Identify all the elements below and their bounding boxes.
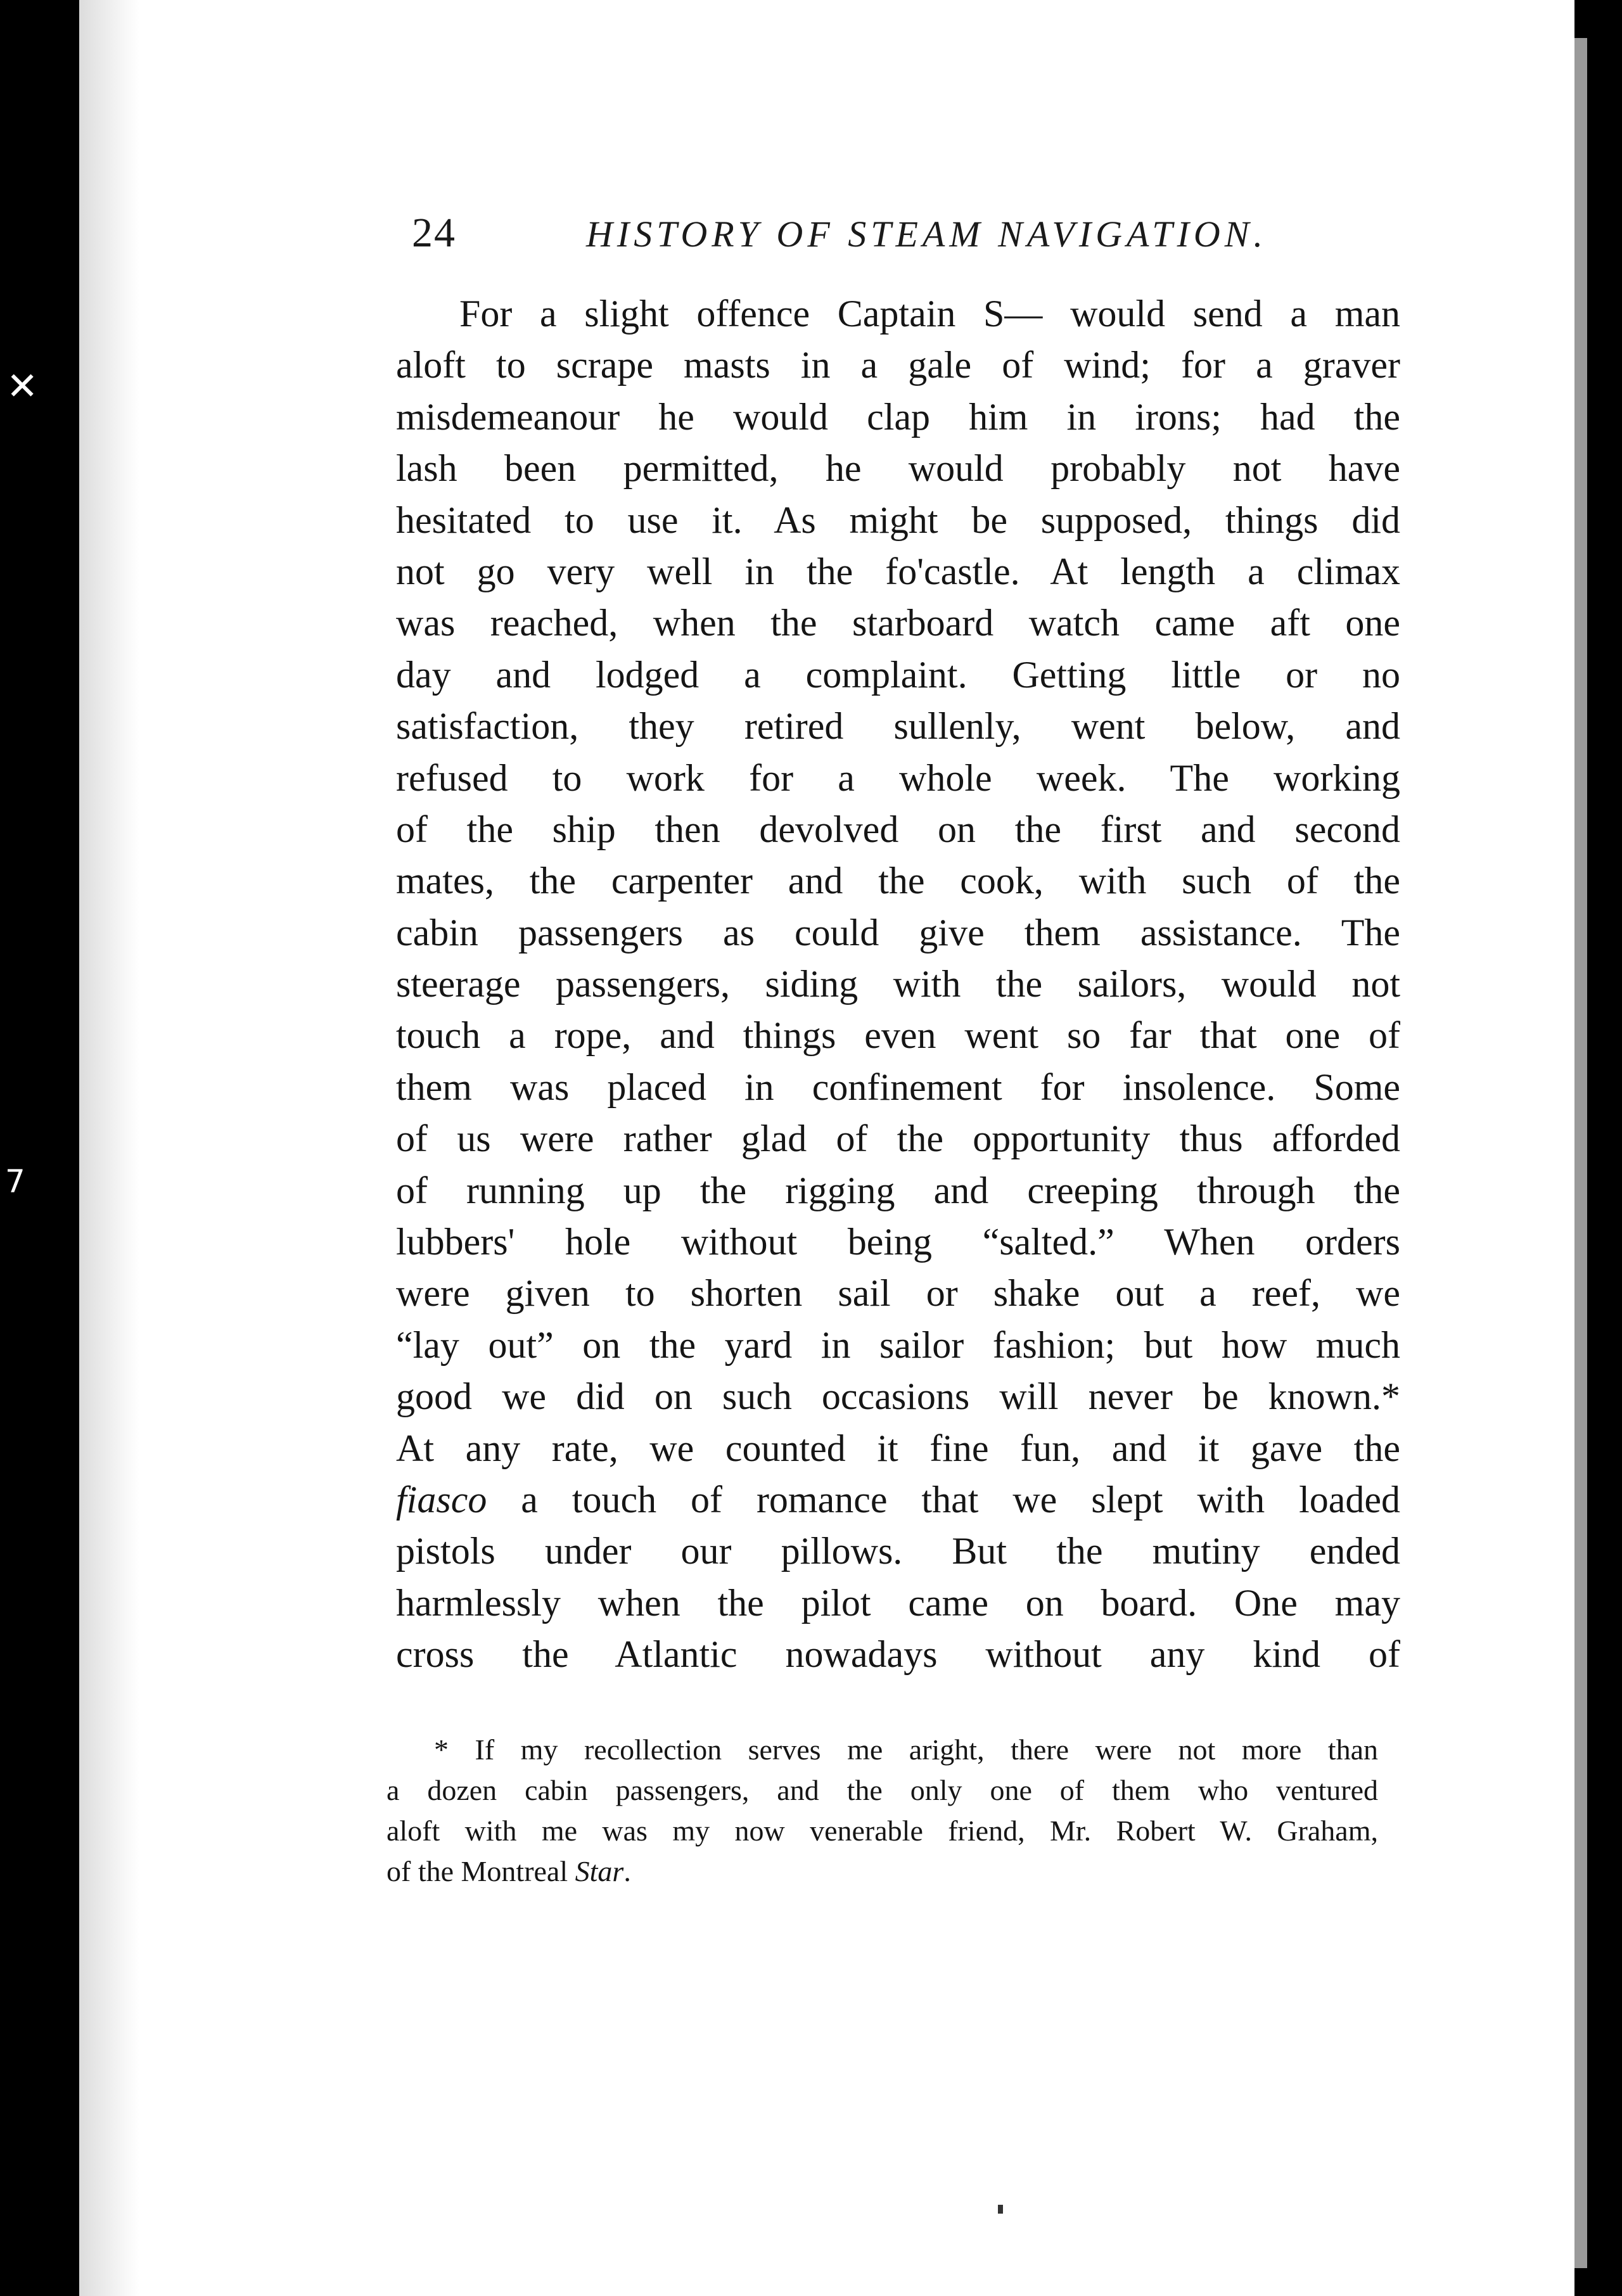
body-paragraph	[396, 288, 1400, 1681]
body-line: of us were rather glad of the opportunity thus afforded	[396, 1118, 1400, 1160]
body-line: them was placed in confinement for insolence. Some	[396, 1066, 1400, 1108]
body-line: pistols under our pillows. But the mutiny ended	[396, 1530, 1400, 1572]
scan-speck	[998, 2205, 1003, 2214]
body-line: harmlessly when the pilot came on board. One may	[396, 1581, 1400, 1624]
body-line: aloft to scrape masts in a gale of wind; for a graver	[396, 344, 1400, 386]
body-line: steerage passengers, siding with the sailors, would not	[396, 963, 1400, 1005]
footnote-italic: Star	[575, 1855, 624, 1887]
body-line: not go very well in the fo'castle. At length a climax	[396, 550, 1400, 592]
body-line: day and lodged a complaint. Getting little or no	[396, 653, 1400, 696]
binding-shadow	[79, 0, 139, 2296]
footnote-line: a dozen cabin passengers, and the only one of them who ventured	[386, 1774, 1378, 1806]
body-line: lubbers' hole without being “salted.” When orders	[396, 1221, 1400, 1263]
body-line: mates, the carpenter and the cook, with such of the	[396, 860, 1400, 902]
footnote-line: * If my recollection serves me aright, there were not more than	[434, 1733, 1378, 1766]
body-line: was reached, when the starboard watch came aft one	[396, 602, 1400, 644]
footnote-line-last	[386, 1851, 1378, 1892]
body-line: For a slight offence Captain S— would send a man	[459, 293, 1400, 335]
running-head	[412, 209, 1267, 266]
footnote	[386, 1730, 1378, 1892]
body-line: cabin passengers as could give them assistance. The	[396, 911, 1400, 953]
footnote-line: aloft with me was my now venerable friend, Mr. Robert W. Graham,	[386, 1814, 1378, 1847]
body-line: satisfaction, they retired sullenly, went below, and	[396, 705, 1400, 748]
body-line: refused to work for a whole week. The working	[396, 756, 1400, 799]
body-line: were given to shorten sail or shake out a reef, we	[396, 1272, 1400, 1315]
italic-word: fiasco	[396, 1478, 487, 1521]
body-line: At any rate, we counted it fine fun, and it gave the	[396, 1427, 1400, 1469]
body-line-with-italic	[396, 1474, 1400, 1526]
body-line: of running up the rigging and creeping through the	[396, 1169, 1400, 1211]
body-line: touch a rope, and things even went so far that one of	[396, 1014, 1400, 1057]
running-head-title: HISTORY OF STEAM NAVIGATION.	[586, 214, 1267, 255]
body-line: cross the Atlantic nowadays without any kind of	[396, 1633, 1400, 1676]
page-number: 24	[412, 210, 456, 256]
footnote-text: of the Montreal	[386, 1855, 575, 1887]
body-line: hesitated to use it. As might be supposed, things did	[396, 499, 1400, 541]
body-line: misdemeanour he would clap him in irons; had the	[396, 395, 1400, 438]
scan-artifact-mark: 7	[5, 1163, 25, 1200]
scan-border-right	[1587, 0, 1622, 2296]
scan-artifact-mark: ✕	[6, 364, 39, 409]
page-edge-grey	[1574, 38, 1587, 2268]
body-line: lash been permitted, he would probably not have	[396, 447, 1400, 490]
body-line: good we did on such occasions will never be known.*	[396, 1375, 1400, 1418]
body-line: “lay out” on the yard in sailor fashion; but how much	[396, 1323, 1400, 1366]
body-line-rest: a touch of romance that we slept with loaded	[487, 1478, 1400, 1521]
footnote-text: .	[623, 1855, 631, 1887]
body-line: of the ship then devolved on the first and second	[396, 808, 1400, 850]
